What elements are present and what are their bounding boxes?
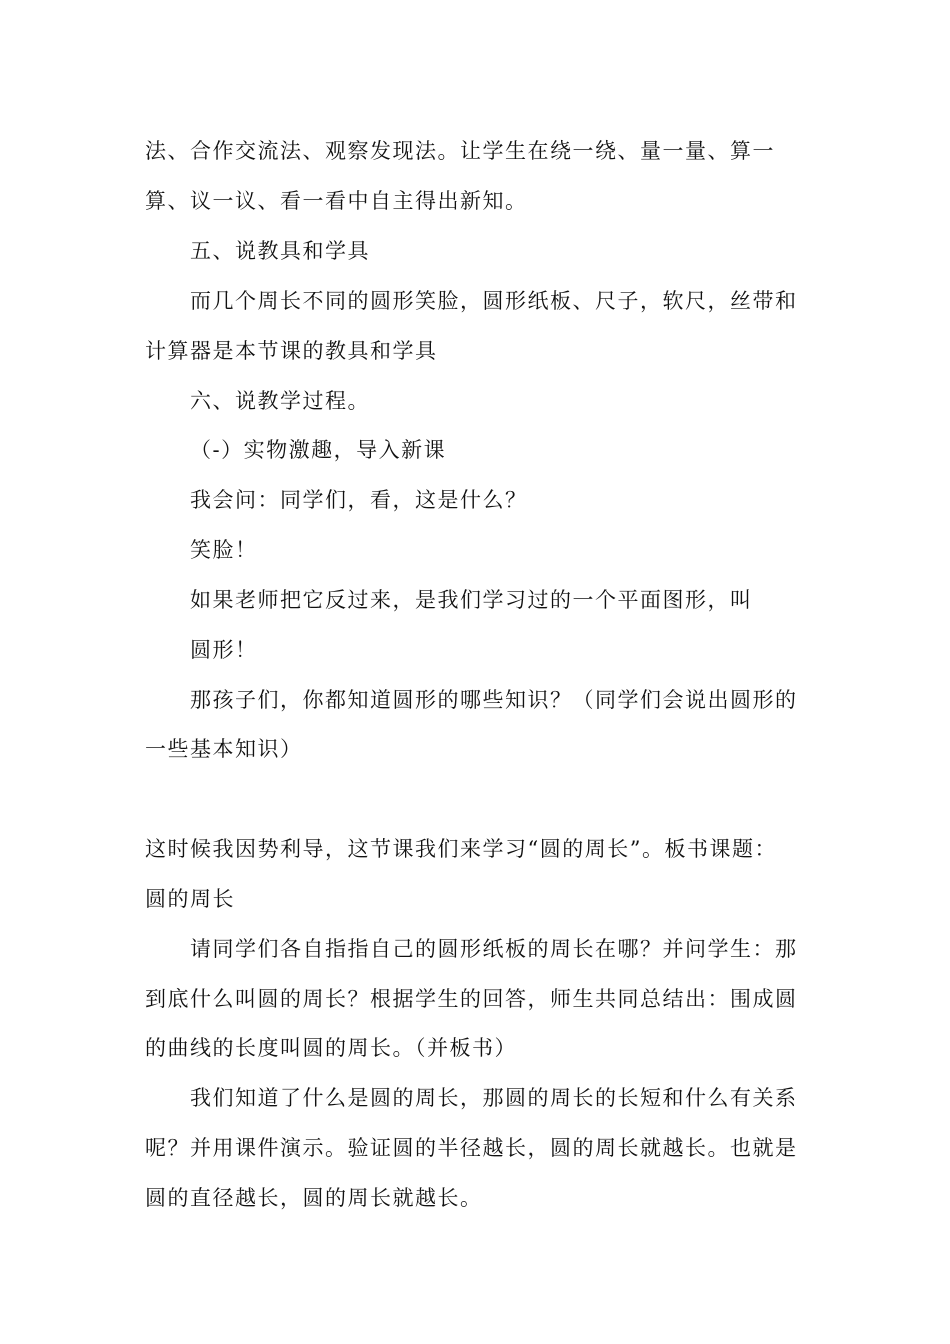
text-line: 而几个周长不同的圆形笑脸，圆形纸板、尺子，软尺，丝带和 [190, 289, 798, 313]
text-line: 如果老师把它反过来，是我们学习过的一个平面图形，叫 [190, 588, 753, 612]
text-line: 圆的周长 [145, 887, 235, 911]
text-line: 我会问：同学们，看，这是什么？ [190, 488, 528, 512]
text-line: 圆形！ [190, 638, 258, 662]
subsection-heading: （-）实物激趣，导入新课 [190, 438, 447, 462]
text-line: 我们知道了什么是圆的周长，那圆的周长的长短和什么有关系 [190, 1086, 798, 1110]
text-line: 算、议一议、看一看中自主得出新知。 [145, 189, 528, 213]
section-heading: 六、说教学过程。 [190, 389, 370, 413]
text-line: 到底什么叫圆的周长？根据学生的回答，师生共同总结出：围成圆 [145, 987, 798, 1011]
text-line: 圆的直径越长，圆的周长就越长。 [145, 1186, 483, 1210]
text-line: 一些基本知识） [145, 737, 303, 761]
text-line: 笑脸！ [190, 538, 258, 562]
text-line: 法、合作交流法、观察发现法。让学生在绕一绕、量一量、算一 [145, 139, 775, 163]
text-line: 呢？并用课件演示。验证圆的半径越长，圆的周长就越长。也就是 [145, 1136, 798, 1160]
text-line: 计算器是本节课的教具和学具 [145, 339, 438, 363]
text-line: 的曲线的长度叫圆的周长。（并板书） [145, 1036, 517, 1060]
text-line: 那孩子们，你都知道圆形的哪些知识？（同学们会说出圆形的 [190, 688, 798, 712]
section-heading: 五、说教具和学具 [190, 239, 370, 263]
text-line: 请同学们各自指指自己的圆形纸板的周长在哪？并问学生：那 [190, 937, 798, 961]
text-line: 这时候我因势利导，这节课我们来学习“圆的周长”。板书课题： [145, 837, 777, 861]
